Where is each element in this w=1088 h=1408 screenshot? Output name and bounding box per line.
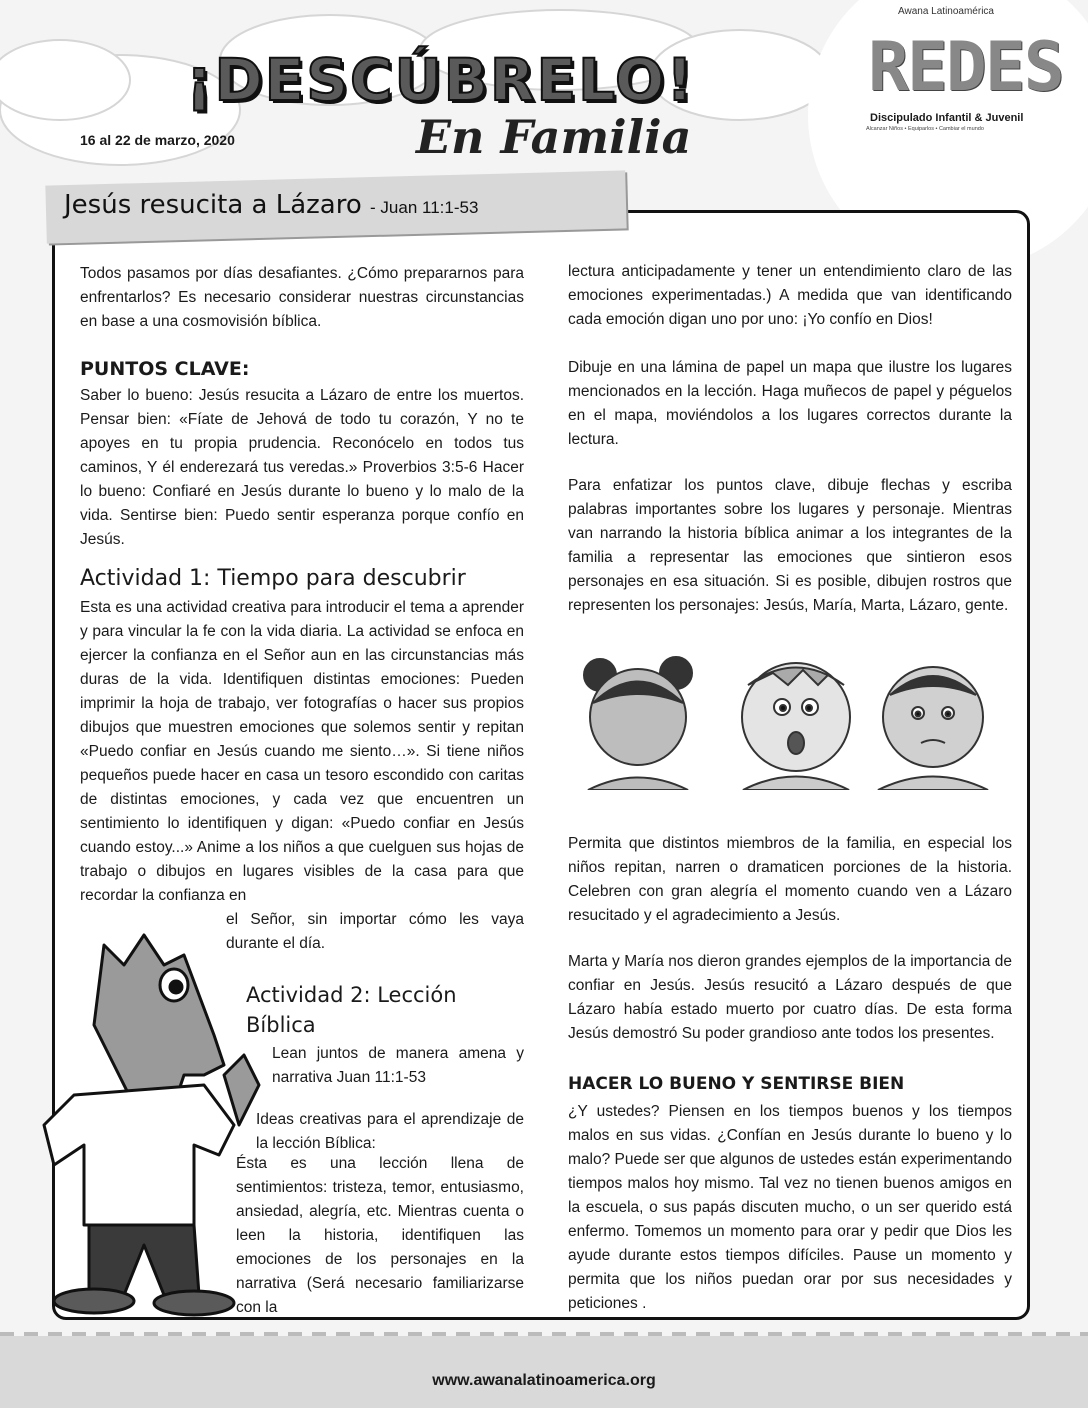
page-subtitle: En Familia — [416, 110, 692, 164]
logo-tagline: Awana Latinoamérica — [898, 6, 994, 17]
activity1-text-end: el Señor, sin importar cómo les vaya durante el día. — [226, 911, 524, 952]
key-points-text: Saber lo bueno: Jesús resucita a Lázaro de entre los muertos. Pensar bien: «Fíate de Jehová de todo tu corazón, Y no te apoyes en tu propia prudencia. Reconócelo en todos tus caminos, Y él enderezará tus veredas.» Proverbios 3:5-6 Hacer lo bueno: Confiaré en Jesús durante lo bueno y lo malo de la vida. Sentirse bien: Puedo sentir esperanza porque confío en Jesús. — [80, 387, 524, 548]
logo-slogan: Alcanzar Niños • Equiparlos • Cambiar el mundo — [866, 126, 984, 132]
dramatize-paragraph: Permita que distintos miembros de la familia, en especial los niños repitan, narren o dramaticen porciones de la historia. Celebren con gran alegría el momento cuando ven a Lázaro resucitado y el agradecimiento a Jesús. — [568, 835, 1012, 924]
key-points-heading: PUNTOS CLAVE: — [80, 358, 250, 380]
emotion-faces-illustration — [578, 655, 1020, 790]
lesson-continued-paragraph: lectura anticipadamente y tener un entendimiento claro de las emociones experimentadas.) A medida que van identificando cada emoción digan uno por uno: ¡Yo confío en Dios! — [568, 263, 1012, 328]
footer-website: www.awanalatinoamerica.org — [432, 1372, 656, 1389]
intro-paragraph: Todos pasamos por días desafiantes. ¿Cómo prepararnos para enfrentarlos? Es necesario considerar nuestras circunstancias en base a una cosmovisión bíblica. — [80, 265, 524, 330]
camel-mascot-illustration — [34, 925, 262, 1317]
activity2-ideas: Ideas creativas para el aprendizaje de la lección Bíblica: — [256, 1111, 524, 1152]
activity2-text: Ésta es una lección llena de sentimientos: tristeza, temor, entusiasmo, ansiedad, alegría, etc. Mientras cuenta o leen la historia, identifiquen las emociones de los personajes en la narrativa (Será necesario familiarizarse con la — [236, 1155, 524, 1316]
map-activity-paragraph: Dibuje en una lámina de papel un mapa que ilustre los lugares mencionados en la lección. Haga muñecos de papel y péguelos en el mapa, moviéndolos a los lugares correctos durante la lectura. — [568, 359, 1012, 448]
activity1-heading: Actividad 1: Tiempo para descubrir — [80, 566, 466, 591]
logo-subtitle: Discipulado Infantil & Juvenil — [870, 112, 1024, 124]
page-title: ¡DESCÚBRELO! — [186, 46, 695, 114]
lesson-title-text: Jesús resucita a Lázaro — [64, 190, 362, 220]
emphasis-paragraph: Para enfatizar los puntos clave, dibuje flechas y escriba palabras importantes sobre los lugares y personaje. Mientras van narrando la historia bíblica animar a los integrantes de la familia a representar las emociones que sintieron esos personajes en esa situación. Si es posible, dibujen rostros que representen los personajes: Jesús, María, Marta, Lázaro, gente. — [568, 477, 1012, 614]
lesson-reference: - Juan 11:1-53 — [370, 198, 479, 217]
example-paragraph: Marta y María nos dieron grandes ejemplos de la importancia de confiar en Jesús. Jesús resucitó a Lázaro después de que Lázaro había estado muerto por cuatro días. De esta forma Jesús demostró Su poder grandioso ante todos los presentes. — [568, 953, 1012, 1042]
closing-paragraph: ¿Y ustedes? Piensen en los tiempos buenos y los tiempos malos en sus vidas. ¿Confían en Jesús durante lo bueno y lo malo? Puede ser que algunos de ustedes están experimentando tiempos malos hoy mismo. Tal vez no tienen buenos amigos en la escuela, o sus papás discuten mucho, o un ser querido está enfermo. Tomemos un momento para orar y pedir que Dios les ayude durante estos tiempos difíciles. Pause un momento y permita que los niños puedan orar por sus necesidades y peticiones . — [568, 1103, 1012, 1312]
activity1-text: Esta es una actividad creativa para introducir el tema a aprender y para vincular la fe con la vida diaria. La actividad se enfoca en ejercer la confianza en el Señor aun en las circunstancias más duras de la vida. Identifiquen distintas emociones: Pueden imprimir la hoja de trabajo, ver fotografías o hacer sus propios dibujos que muestren emociones que solemos sentir y repitan «Puedo confiar en Jesús cuando me siento…». Si tiene niños pequeños puede hacer en casa un tesoro escondido con caritas de distintas emociones, y cada vez que encuentren un sentimiento lo identifiquen y digan: «Puedo confiar en Jesús cuando estoy...» Anime a los niños a que cuelguen sus hojas de trabajo o dibujos en lugares visibles de la casa para que recordar la confianza en — [80, 599, 524, 904]
activity2-reading: Lean juntos de manera amena y narrativa Juan 11:1-53 — [272, 1045, 524, 1086]
date-range: 16 al 22 de marzo, 2020 — [80, 132, 235, 148]
lesson-title — [64, 190, 478, 220]
logo-brand: REDES — [868, 28, 1063, 107]
closing-heading: HACER LO BUENO Y SENTIRSE BIEN — [568, 1074, 905, 1094]
activity2-heading: Actividad 2: Lección Bíblica — [246, 983, 457, 1037]
